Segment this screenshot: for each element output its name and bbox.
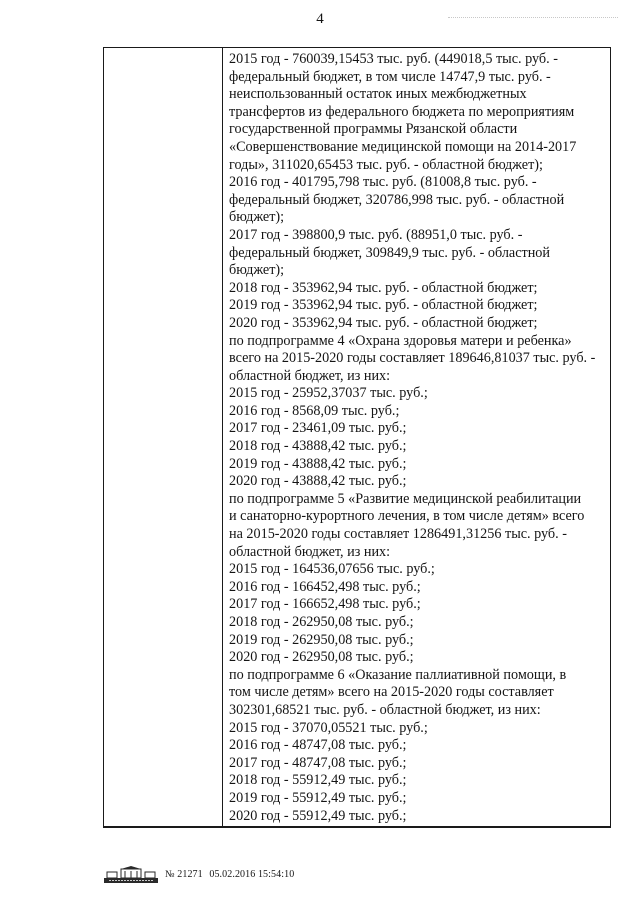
budget-line: 2015 год - 25952,37037 тыс. руб.; bbox=[229, 385, 428, 402]
budget-line: бюджет); bbox=[229, 262, 285, 279]
budget-line: 2016 год - 166452,498 тыс. руб.; bbox=[229, 578, 421, 595]
budget-line: федеральный бюджет, 320786,998 тыс. руб. - областной bbox=[229, 191, 565, 208]
budget-line: 2018 год - 43888,42 тыс. руб.; bbox=[229, 438, 407, 455]
budget-line: 2015 год - 37070,05521 тыс. руб.; bbox=[229, 719, 428, 736]
registry-building-logo-icon bbox=[103, 866, 159, 884]
table-column-divider bbox=[222, 48, 223, 827]
budget-line: по подпрограмме 5 «Развитие медицинской реабилитации bbox=[229, 490, 582, 507]
budget-line: 2018 год - 262950,08 тыс. руб.; bbox=[229, 614, 414, 630]
budget-line: 2017 год - 23461,09 тыс. руб.; bbox=[229, 420, 407, 437]
budget-line: 2018 год - 55912,49 тыс. руб.; bbox=[229, 772, 407, 789]
budget-line: всего на 2015-2020 годы составляет 189646,81037 тыс. руб. - bbox=[229, 350, 596, 367]
budget-line: федеральный бюджет, 309849,9 тыс. руб. - областной bbox=[229, 244, 550, 261]
budget-line: трансфертов из федерального бюджета по мероприятиям bbox=[229, 103, 575, 120]
budget-line: по подпрограмме 4 «Охрана здоровья матери и ребенка» bbox=[229, 332, 572, 349]
budget-line: бюджет); bbox=[229, 209, 285, 226]
budget-line: 302301,68521 тыс. руб. - областной бюджет, из них: bbox=[229, 701, 541, 718]
budget-line: областной бюджет, из них: bbox=[229, 543, 391, 560]
registration-number: № 21271 bbox=[165, 869, 203, 880]
budget-line: государственной программы Рязанской области bbox=[229, 121, 518, 138]
budget-line: 2015 год - 760039,15453 тыс. руб. (449018,5 тыс. руб. - bbox=[229, 51, 558, 67]
page-number: 4 bbox=[316, 11, 324, 27]
budget-line: 2017 год - 166652,498 тыс. руб.; bbox=[229, 596, 421, 613]
budget-line: том числе детям» всего на 2015-2020 годы составляет bbox=[229, 684, 554, 701]
scan-artifact-dots bbox=[448, 17, 618, 20]
table-bottom-border bbox=[104, 826, 610, 828]
budget-line: 2020 год - 353962,94 тыс. руб. - областной бюджет; bbox=[229, 314, 538, 331]
budget-line: 2015 год - 164536,07656 тыс. руб.; bbox=[229, 561, 435, 578]
budget-line: 2019 год - 353962,94 тыс. руб. - областной бюджет; bbox=[229, 297, 538, 314]
budget-table bbox=[103, 47, 611, 828]
budget-line: 2016 год - 8568,09 тыс. руб.; bbox=[229, 402, 400, 419]
budget-line: 2020 год - 43888,42 тыс. руб.; bbox=[229, 473, 407, 490]
budget-line: 2020 год - 262950,08 тыс. руб.; bbox=[229, 649, 414, 666]
budget-line: неиспользованный остаток иных межбюджетных bbox=[229, 86, 527, 103]
document-footer bbox=[103, 864, 298, 886]
registration-timestamp: 05.02.2016 15:54:10 bbox=[209, 869, 295, 880]
budget-line: 2019 год - 43888,42 тыс. руб.; bbox=[229, 455, 407, 472]
budget-line: на 2015-2020 годы составляет 1286491,31256 тыс. руб. - bbox=[229, 526, 567, 543]
registration-stamp bbox=[165, 869, 298, 881]
budget-line: федеральный бюджет, в том числе 14747,9 тыс. руб. - bbox=[229, 68, 551, 85]
budget-line: по подпрограмме 6 «Оказание паллиативной помощи, в bbox=[229, 666, 567, 683]
budget-line: 2019 год - 262950,08 тыс. руб.; bbox=[229, 631, 414, 648]
budget-line: 2016 год - 401795,798 тыс. руб. (81008,8 тыс. руб. - bbox=[229, 174, 537, 191]
budget-line: 2017 год - 48747,08 тыс. руб.; bbox=[229, 754, 407, 771]
budget-line: и санаторно-курортного лечения, в том числе детям» всего bbox=[229, 508, 585, 525]
budget-line: 2020 год - 55912,49 тыс. руб.; bbox=[229, 807, 407, 824]
budget-line: 2018 год - 353962,94 тыс. руб. - областной бюджет; bbox=[229, 279, 538, 296]
budget-line: 2017 год - 398800,9 тыс. руб. (88951,0 тыс. руб. - bbox=[229, 226, 523, 243]
budget-line: 2016 год - 48747,08 тыс. руб.; bbox=[229, 737, 407, 754]
budget-line: 2019 год - 55912,49 тыс. руб.; bbox=[229, 789, 407, 806]
budget-text-cell bbox=[229, 51, 609, 825]
budget-line: годы», 311020,65453 тыс. руб. - областной бюджет); bbox=[229, 156, 543, 173]
budget-line: областной бюджет, из них: bbox=[229, 367, 391, 384]
budget-line: «Совершенствование медицинской помощи на 2014-2017 bbox=[229, 138, 577, 155]
